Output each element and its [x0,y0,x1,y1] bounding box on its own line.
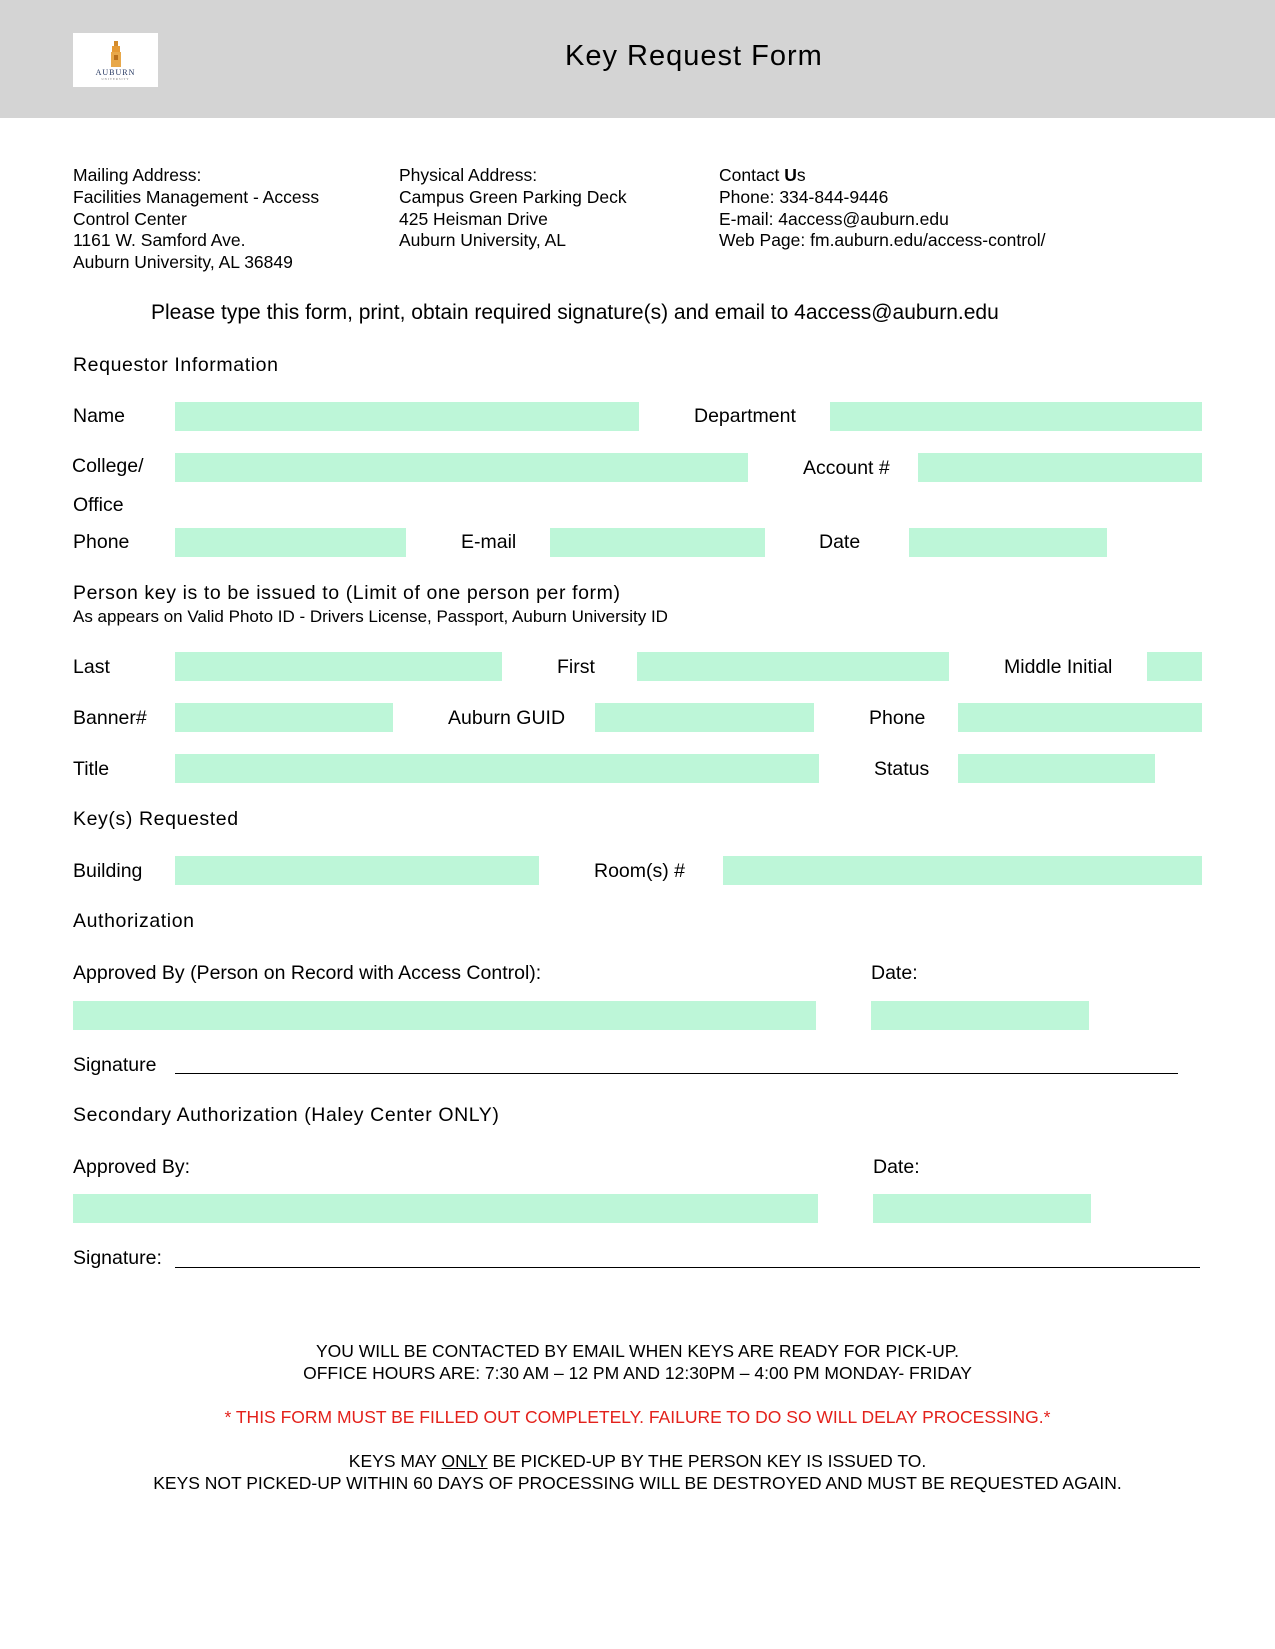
phone-label: Phone [73,531,130,553]
secondary-date-label: Date: [873,1156,920,1178]
keys-heading: Key(s) Requested [73,808,239,830]
building-field[interactable] [175,856,539,885]
physical-line: Auburn University, AL [399,230,566,251]
mailing-line: Auburn University, AL 36849 [73,252,293,273]
footer-destroy-line: KEYS NOT PICKED-UP WITHIN 60 DAYS OF PROCESSING WILL BE DESTROYED AND MUST BE REQUESTED AGAIN. [153,1473,1122,1493]
requestor-heading: Requestor Information [73,354,279,376]
office-label: Office [73,494,124,516]
footer-notice [0,1340,1275,1384]
mailing-line: Facilities Management - Access [73,186,320,207]
department-field[interactable] [830,402,1202,431]
last-label: Last [73,656,110,678]
status-label: Status [874,758,930,780]
secondary-date-field[interactable] [873,1194,1091,1223]
guid-label: Auburn GUID [448,707,566,729]
contact-webpage: Web Page: fm.auburn.edu/access-control/ [719,230,1046,251]
building-label: Building [73,860,143,882]
footer-warning: * THIS FORM MUST BE FILLED OUT COMPLETELY. FAILURE TO DO SO WILL DELAY PROCESSING.* [224,1407,1051,1427]
college-label: College/ [72,455,144,477]
requestor-phone-field[interactable] [175,528,406,557]
mailing-address [73,165,319,274]
page-title: Key Request Form [565,40,823,72]
mailing-heading: Mailing Address: [73,165,202,185]
name-label: Name [73,405,126,427]
signature-line [175,1073,1178,1074]
contact-email: E-mail: 4access@auburn.edu [719,208,949,229]
signature-label: Signature [73,1054,157,1076]
footer-pickup [0,1450,1275,1494]
approved-by-field[interactable] [73,1001,816,1030]
secondary-approved-field[interactable] [73,1194,818,1223]
footer-contact-line: YOU WILL BE CONTACTED BY EMAIL WHEN KEYS ARE READY FOR PICK-UP. [315,1341,960,1361]
account-field[interactable] [918,453,1202,482]
secondary-approved-label: Approved By: [73,1156,191,1178]
person-phone-field[interactable] [958,703,1202,732]
tower-icon [109,41,123,67]
date-label: Date [819,531,861,553]
status-field[interactable] [958,754,1155,783]
secondary-signature-label: Signature: [73,1247,162,1269]
last-name-field[interactable] [175,652,502,681]
first-name-field[interactable] [637,652,949,681]
logo-subtext: UNIVERSITY [101,77,130,81]
footer-hours-line: OFFICE HOURS ARE: 7:30 AM – 12 PM AND 12:30PM – 4:00 PM MONDAY- FRIDAY [303,1363,972,1383]
auth-date-field[interactable] [871,1001,1089,1030]
physical-line: Campus Green Parking Deck [399,186,627,207]
requestor-email-field[interactable] [550,528,765,557]
secondary-heading: Secondary Authorization (Haley Center ONLY) [73,1104,500,1126]
college-office-field[interactable] [175,453,748,482]
person-subheading: As appears on Valid Photo ID - Drivers License, Passport, Auburn University ID [73,607,668,626]
middle-initial-label: Middle Initial [1004,656,1113,678]
logo-wordmark: AUBURN [95,68,136,77]
physical-heading: Physical Address: [399,165,538,185]
first-label: First [557,656,595,678]
contact-phone: Phone: 334-844-9446 [719,186,889,207]
title-label: Title [73,758,110,780]
footer-pickup-line: KEYS MAY ONLY BE PICKED-UP BY THE PERSON KEY IS ISSUED TO. [348,1451,927,1471]
contact-heading: Contact Us [719,165,806,185]
mailing-line: Control Center [73,208,187,229]
email-label: E-mail [461,531,517,553]
banner-field[interactable] [175,703,393,732]
guid-field[interactable] [595,703,814,732]
auburn-logo [73,33,158,87]
instruction-text: Please type this form, print, obtain required signature(s) and email to 4access@auburn.edu [151,301,999,324]
department-label: Department [694,405,796,427]
physical-address [399,165,627,252]
contact-info [719,165,1046,252]
person-heading: Person key is to be issued to (Limit of one person per form) [73,582,621,604]
approved-by-label: Approved By (Person on Record with Access Control): [73,962,542,984]
auth-date-label: Date: [871,962,918,984]
secondary-signature-line [175,1267,1200,1268]
physical-line: 425 Heisman Drive [399,208,548,229]
title-field[interactable] [175,754,819,783]
rooms-label: Room(s) # [594,860,686,882]
mailing-line: 1161 W. Samford Ave. [73,230,246,251]
requestor-date-field[interactable] [909,528,1107,557]
requestor-name-field[interactable] [175,402,639,431]
rooms-field[interactable] [723,856,1202,885]
authorization-heading: Authorization [73,910,195,932]
header-bar [0,0,1275,118]
banner-label: Banner# [73,707,147,729]
account-label: Account # [803,457,890,479]
person-phone-label: Phone [869,707,926,729]
middle-initial-field[interactable] [1147,652,1202,681]
